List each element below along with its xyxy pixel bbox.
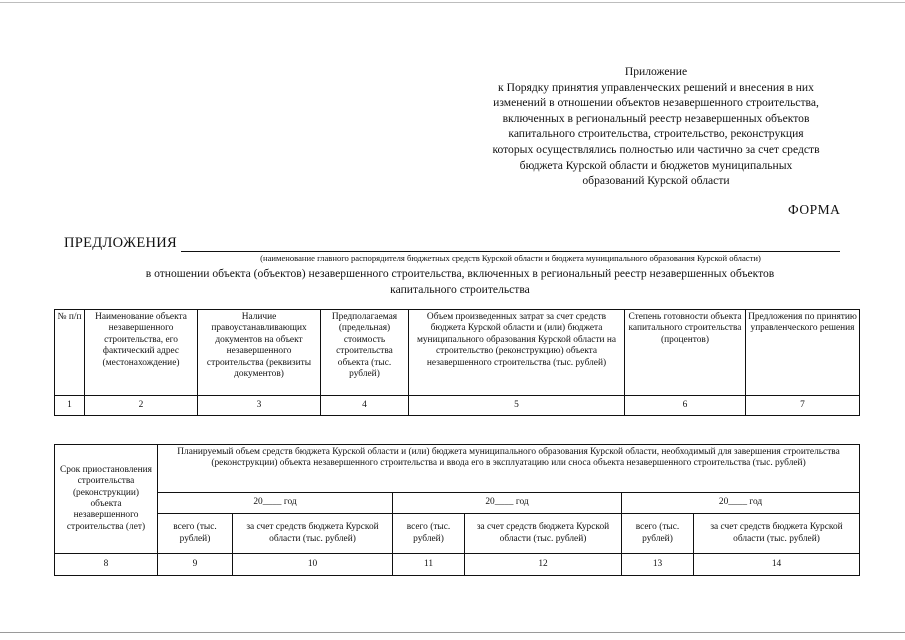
column-number: 10 <box>233 554 393 576</box>
column-number: 5 <box>409 396 625 416</box>
column-number: 8 <box>55 554 158 576</box>
column-number: 2 <box>85 396 198 416</box>
header-total: всего (тыс. рублей) <box>393 514 465 554</box>
subject-line: капитального строительства <box>390 282 530 296</box>
column-number: 3 <box>198 396 321 416</box>
header-readiness: Степень готовности объекта капитального строительства (процентов) <box>625 310 746 396</box>
header-regional-budget: за счет средств бюджета Курской области (тыс. рублей) <box>465 514 622 554</box>
appendix-line: изменений в отношении объектов незавершенного строительства, <box>493 96 819 110</box>
proposals-table-part1 <box>54 309 860 416</box>
proposals-heading: ПРЕДЛОЖЕНИЯ <box>64 235 177 251</box>
column-number: 4 <box>321 396 409 416</box>
appendix-line: которых осуществлялись полностью или частично за счет средств <box>492 142 820 156</box>
appendix-line: включенных в региональный реестр незавершенных объектов <box>502 111 810 125</box>
column-number: 12 <box>465 554 622 576</box>
header-row-number: № п/п <box>55 310 85 396</box>
appendix-block <box>462 64 850 189</box>
column-number: 9 <box>158 554 233 576</box>
proposals-subject <box>70 266 850 297</box>
scan-edge-bottom <box>0 632 905 633</box>
form-label: ФОРМА <box>788 202 841 217</box>
subject-line: в отношении объекта (объектов) незавершенного строительства, включенных в региональный реестр незавершенных объектов <box>145 267 775 280</box>
appendix-line: Приложение <box>624 65 688 78</box>
column-number: 14 <box>694 554 860 576</box>
header-total: всего (тыс. рублей) <box>622 514 694 554</box>
header-title-documents: Наличие правоустанавливающих документов на объект незавершенного строительства (реквизиты документов) <box>198 310 321 396</box>
column-number: 13 <box>622 554 694 576</box>
appendix-line: образований Курской области <box>582 174 730 188</box>
appendix-line: капитального строительства, строительство, реконструкция <box>508 127 804 141</box>
header-estimated-cost: Предполагаемая (предельная) стоимость строительства объекта (тыс. рублей) <box>321 310 409 396</box>
column-number: 6 <box>625 396 746 416</box>
header-suspension-period: Срок приостановления строительства (реконструкции) объекта незавершенного строительства (лет) <box>55 445 158 554</box>
header-regional-budget: за счет средств бюджета Курской области (тыс. рублей) <box>694 514 860 554</box>
header-costs-incurred: Объем произведенных затрат за счет средств бюджета Курской области и (или) бюджета муниципального образования Курской области на строительство (реконструкцию) объекта незавершенного строительства (тыс. рублей) <box>409 310 625 396</box>
header-proposals: Предложения по принятию управленческого решения <box>746 310 860 396</box>
header-object-name: Наименование объекта незавершенного строительства, его фактический адрес (местонахождение) <box>85 310 198 396</box>
header-year: 20____ год <box>158 493 393 514</box>
appendix-line: бюджета Курской области и бюджетов муниципальных <box>519 158 793 172</box>
header-year: 20____ год <box>622 493 860 514</box>
column-number: 11 <box>393 554 465 576</box>
header-year: 20____ год <box>393 493 622 514</box>
column-number: 1 <box>55 396 85 416</box>
scan-edge-top <box>0 2 905 3</box>
header-planned-funds: Планируемый объем средств бюджета Курской области и (или) бюджета муниципального образования Курской области, необходимый для завершения строительства (реконструкции) объекта незавершенного строительства и ввода его в эксплуатацию или сноса объекта незавершенного строительства (тыс. рублей) <box>158 445 860 493</box>
fill-in-line <box>181 251 840 252</box>
fill-in-hint: (наименование главного распорядителя бюджетных средств Курской области и бюджета муниципального образования Курской области) <box>260 253 761 263</box>
proposals-table-part2 <box>54 444 860 576</box>
header-total: всего (тыс. рублей) <box>158 514 233 554</box>
appendix-line: к Порядку принятия управленческих решений и внесения в них <box>498 80 814 94</box>
header-regional-budget: за счет средств бюджета Курской области (тыс. рублей) <box>233 514 393 554</box>
column-number: 7 <box>746 396 860 416</box>
